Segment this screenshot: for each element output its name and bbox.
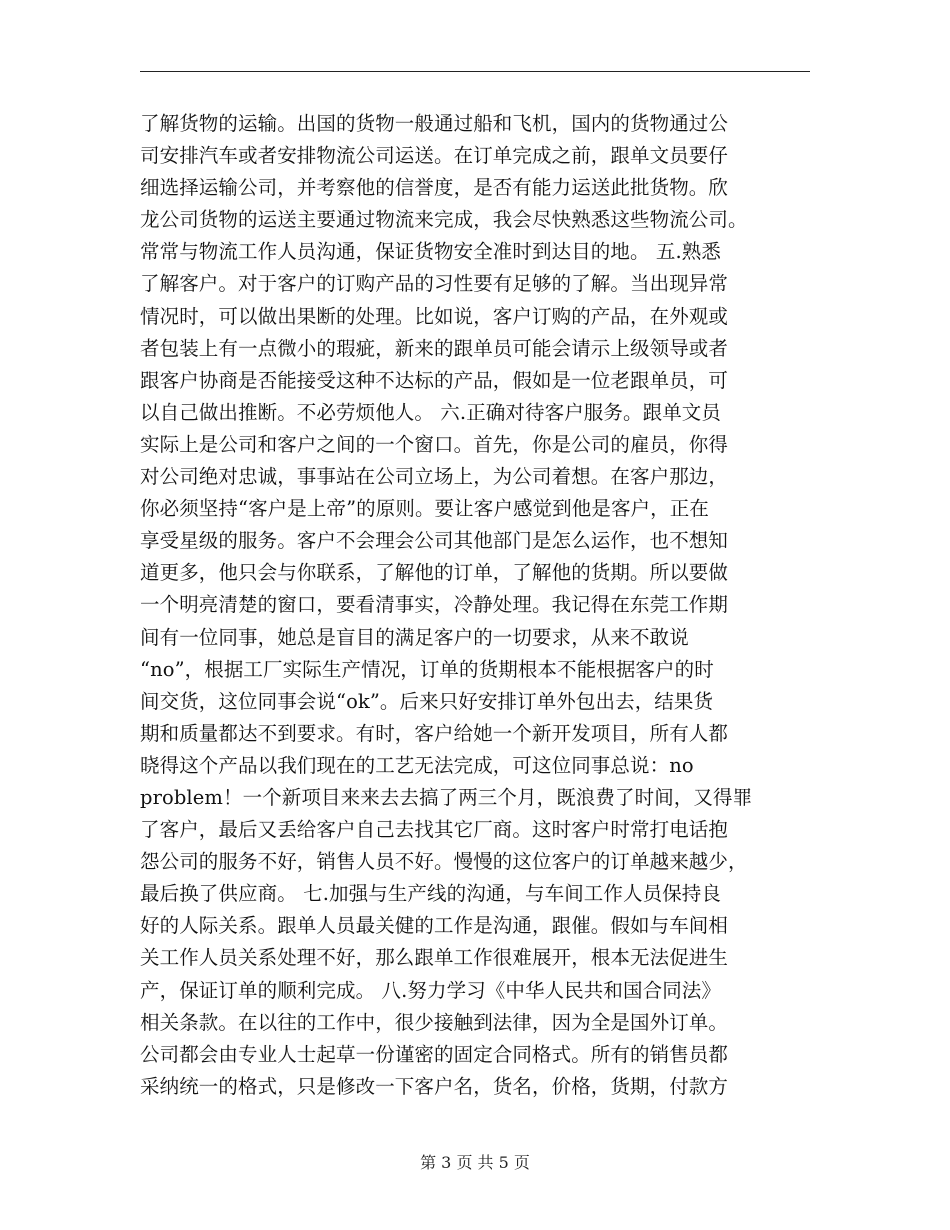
text-line: 情况时，可以做出果断的处理。比如说，客户订购的产品，在外观或 — [140, 304, 729, 328]
text-line: 产，保证订单的顺利完成。 八.努力学习《中华人民共和国合同法》 — [140, 978, 721, 1002]
text-line: 晓得这个产品以我们现在的工艺无法完成，可这位同事总说：no — [140, 753, 694, 777]
text-line: “no”，根据工厂实际生产情况，订单的货期根本不能根据客户的时 — [140, 657, 714, 681]
text-line: 你必须坚持“客户是上帝”的原则。要让客户感觉到他是客户，正在 — [140, 497, 709, 521]
text-line: 采纳统一的格式，只是修改一下客户名，货名，价格，货期，付款方 — [140, 1074, 729, 1098]
text-line: 公司都会由专业人士起草一份谨密的固定合同格式。所有的销售员都 — [140, 1042, 729, 1066]
text-line: 实际上是公司和客户之间的一个窗口。首先，你是公司的雇员，你得 — [140, 432, 729, 456]
text-line: 司安排汽车或者安排物流公司运送。在订单完成之前，跟单文员要仔 — [140, 144, 729, 168]
text-line: 常常与物流工作人员沟通，保证货物安全准时到达目的地。 五.熟悉 — [140, 240, 721, 264]
text-line: 了解货物的运输。出国的货物一般通过船和飞机，国内的货物通过公 — [140, 112, 729, 135]
text-line: 龙公司货物的运送主要通过物流来完成，我会尽快熟悉这些物流公司。 — [140, 208, 748, 232]
text-line: 间有一位同事，她总是盲目的满足客户的一切要求，从来不敢说 — [140, 625, 689, 649]
text-line: 者包装上有一点微小的瑕疵，新来的跟单员可能会请示上级领导或者 — [140, 336, 729, 360]
text-line: 怨公司的服务不好，销售人员不好。慢慢的这位客户的订单越来越少， — [140, 850, 748, 874]
text-line: 一个明亮清楚的窗口，要看清事实，冷静处理。我记得在东莞工作期 — [140, 593, 729, 617]
text-line: 好的人际关系。跟单人员最关健的工作是沟通，跟催。假如与车间相 — [140, 914, 729, 938]
text-line: 以自己做出推断。不必劳烦他人。 六.正确对待客户服务。跟单文员 — [140, 400, 721, 424]
text-line: 享受星级的服务。客户不会理会公司其他部门是怎么运作，也不想知 — [140, 529, 729, 553]
text-line: 细选择运输公司，并考察他的信誉度，是否有能力运送此批货物。欣 — [140, 176, 729, 200]
page-number: 第 3 页 共 5 页 — [420, 1153, 530, 1172]
text-line: 相关条款。在以往的工作中，很少接触到法律，因为全是国外订单。 — [140, 1010, 729, 1034]
text-line: 对公司绝对忠诚，事事站在公司立场上，为公司着想。在客户那边， — [140, 465, 729, 489]
text-line: 跟客户协商是否能接受这种不达标的产品，假如是一位老跟单员，可 — [140, 368, 729, 392]
text-line: 最后换了供应商。 七.加强与生产线的沟通，与车间工作人员保持良 — [140, 882, 721, 906]
text-line: 了解客户。对于客户的订购产品的习性要有足够的了解。当出现异常 — [140, 272, 729, 296]
text-line: 期和质量都达不到要求。有时，客户给她一个新开发项目，所有人都 — [140, 721, 729, 745]
text-line: 间交货，这位同事会说“ok”。后来只好安排订单外包出去，结果货 — [140, 689, 714, 713]
body-text — [140, 108, 820, 1103]
header-rule — [140, 71, 810, 72]
text-line: problem！一个新项目来来去去搞了两三个月，既浪费了时间，又得罪 — [140, 785, 753, 809]
text-line: 道更多，他只会与你联系，了解他的订单，了解他的货期。所以要做 — [140, 561, 729, 585]
text-line: 了客户，最后又丢给客户自己去找其它厂商。这时客户时常打电话抱 — [140, 818, 729, 842]
text-line: 关工作人员关系处理不好，那么跟单工作很难展开，根本无法促进生 — [140, 946, 729, 970]
